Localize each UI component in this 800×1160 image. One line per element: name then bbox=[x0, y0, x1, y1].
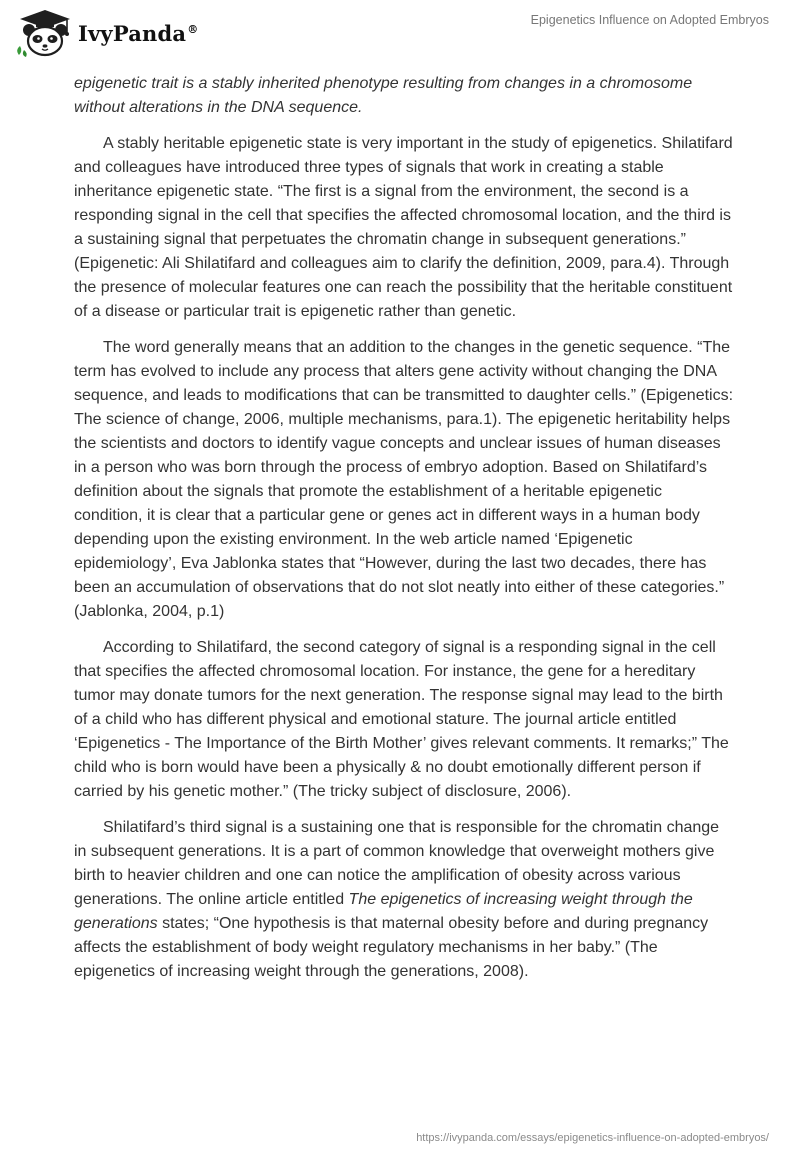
document-title: Epigenetics Influence on Adopted Embryos bbox=[530, 13, 769, 27]
paragraph-text-end: states; “One hypothesis is that maternal obesity before and during pregnancy affects the establishment of body weight regulatory mechanisms in her baby.” (The epigenetics of increasing weight through the generations, 2008). bbox=[74, 915, 709, 980]
lead-paragraph: epigenetic trait is a stably inherited phenotype resulting from changes in a chromosome without alterations in the DNA sequence. bbox=[74, 75, 693, 116]
brand-name: IvyPanda® bbox=[78, 20, 199, 46]
paragraph-heritability: The word generally means that an addition to the changes in the genetic sequence. “The term has evolved to include any process that alters gene activity without changing the DNA sequence, and leads to modifications that can be transmitted to daughter cells.” (Epigenetics: The science of change, 2006, multiple mechanisms, para.1). The epigenetic heritability helps the scientists and doctors to identify vague concepts and unclear issues of human diseases in a person who was born through the process of embryo adoption. Based on Shilatifard’s definition about the signals that promote the establishment of a heritable epigenetic condition, it is clear that a particular gene or genes act in different ways in a human body depending upon the existing environment. In the web article named ‘Epigenetic epidemiology’, Eva Jablonka states that “However, during the last two decades, there has been an accumulation of observations that do not slot neatly into either of these categories.” (Jablonka, 2004, p.1) bbox=[74, 339, 734, 620]
paragraph-text-start: Shilatifard’s third signal is a sustaining one that is responsible for the chromatin change in subsequent generations. It is a part of common knowledge that overweight mothers give birth to heavier children and one can notice the amplification of obesity across various generations. The online article entitled bbox=[74, 819, 720, 908]
article-title: The epigenetics of increasing weight through the generations bbox=[74, 891, 693, 932]
source-url[interactable]: https://ivypanda.com/essays/epigenetics-influence-on-adopted-embryos/ bbox=[416, 1132, 769, 1144]
panda-graduate-icon bbox=[14, 6, 76, 58]
paragraph-signals: A stably heritable epigenetic state is very important in the study of epigenetics. Shilatifard and colleagues have introduced three types of signals that work in creating a stable inheritance epigenetic state. “The first is a signal from the environment, the second is a responding signal in the cell that specifies the affected chromosomal location, and the third is a sustaining signal that perpetuates the chromatin change in subsequent generations.” (Epigenetic: Ali Shilatifard and colleagues aim to clarify the definition, 2009, para.4). Through the presence of molecular features one can reach the possibility that the heritable constituent of a disease or particular trait is epigenetic rather than genetic. bbox=[74, 135, 733, 320]
essay-body bbox=[74, 72, 734, 996]
paragraph-responding-signal: According to Shilatifard, the second category of signal is a responding signal in the cell that specifies the affected chromosomal location. For instance, the gene for a hereditary tumor may donate tumors for the next generation. The response signal may lead to the birth of a child who has different physical and emotional stature. The journal article entitled ‘Epigenetics - The Importance of the Birth Mother’ gives relevant comments. It remarks;” The child who is born would have been a physically & no doubt emotionally different person if carried by his genetic mother.” (The tricky subject of disclosure, 2006). bbox=[74, 639, 729, 800]
page-header bbox=[0, 0, 800, 70]
registered-mark: ® bbox=[187, 22, 199, 36]
ivypanda-logo[interactable] bbox=[14, 6, 198, 58]
paragraph-sustaining-signal bbox=[74, 816, 734, 984]
